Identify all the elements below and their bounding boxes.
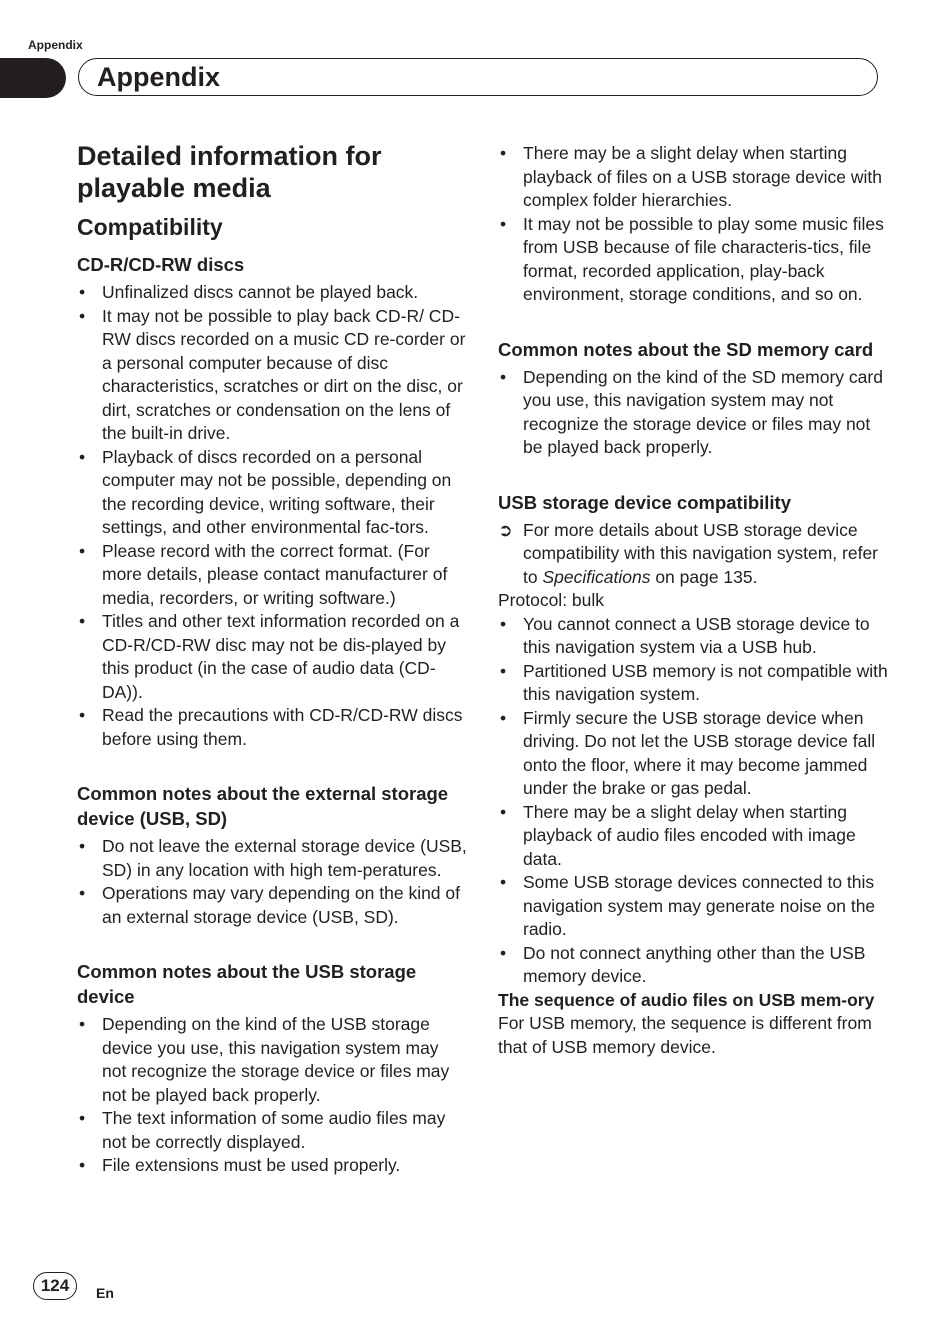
list-item: • It may not be possible to play some music files from USB because of file characteris-tics, file format, recorded application, play-back environment, storage conditions, and so on. <box>498 213 888 307</box>
list-item: • Playback of discs recorded on a personal computer may not be possible, depending on the recording device, writing software, their settings, and other environmental fac-tors. <box>77 446 467 540</box>
sd-card-list <box>498 366 888 460</box>
chapter-tab-marker <box>0 58 66 98</box>
chapter-title: Appendix <box>97 62 221 92</box>
heading-sd-card: Common notes about the SD memory card <box>498 338 874 360</box>
list-item: • Firmly secure the USB storage device when driving. Do not let the USB storage device fall onto the floor, where it may become jammed under the brake or gas pedal. <box>498 707 888 801</box>
list-item: • There may be a slight delay when starting playback of audio files encoded with image data. <box>498 801 888 872</box>
sequence-text: For USB memory, the sequence is different from that of USB memory device. <box>498 1013 872 1057</box>
sequence-heading: The sequence of audio files on USB mem-ory <box>498 989 875 1010</box>
external-storage-list <box>77 835 467 929</box>
list-item: • The text information of some audio files may not be correctly displayed. <box>77 1107 467 1154</box>
right-column <box>498 142 888 1059</box>
protocol-text: Protocol: bulk <box>498 590 605 610</box>
arrow-icon: ➲ <box>498 519 513 540</box>
cross-reference-text: For more details about USB storage device compatibility with this navigation system, refer to <box>523 519 878 587</box>
heading-cd-discs: CD-R/CD-RW discs <box>77 254 245 275</box>
cross-reference-page: on page 135. <box>650 566 758 587</box>
list-item: • File extensions must be used properly. <box>77 1154 467 1178</box>
running-header: Appendix <box>28 38 83 52</box>
cross-reference-note <box>498 519 888 590</box>
heading-external-storage: Common notes about the external storage device (USB, SD) <box>77 783 449 829</box>
chapter-header-bar <box>78 58 878 96</box>
list-item: • Unfinalized discs cannot be played back. <box>77 281 467 305</box>
language-label: En <box>96 1285 114 1301</box>
list-item: • Read the precautions with CD-R/CD-RW discs before using them. <box>77 704 467 751</box>
list-item: • Partitioned USB memory is not compatible with this navigation system. <box>498 660 888 707</box>
page-number: 124 <box>33 1272 77 1300</box>
list-item: • Do not connect anything other than the USB memory device. <box>498 942 888 989</box>
list-item: • Some USB storage devices connected to this navigation system may generate noise on the radio. <box>498 871 888 942</box>
left-column <box>77 140 467 1178</box>
page-title: Detailed information for playable media <box>77 141 382 203</box>
cd-discs-list <box>77 281 467 751</box>
section-title-compatibility: Compatibility <box>77 214 223 240</box>
list-item: • It may not be possible to play back CD-R/ CD-RW discs recorded on a music CD re-corder or a personal computer because of disc characteristics, scratches or dirt on the disc, or dirt, scratches or condensation on the lens of the built-in drive. <box>77 305 467 446</box>
usb-continued-list <box>498 142 888 307</box>
list-item: • Operations may vary depending on the kind of an external storage device (USB, SD). <box>77 882 467 929</box>
list-item: • Titles and other text information recorded on a CD-R/CD-RW disc may not be dis-played by this product (in the case of audio data (CD-DA)). <box>77 610 467 704</box>
list-item: • You cannot connect a USB storage device to this navigation system via a USB hub. <box>498 613 888 660</box>
heading-usb-compatibility: USB storage device compatibility <box>498 491 792 513</box>
list-item: • Depending on the kind of the SD memory card you use, this navigation system may not recognize the storage device or files may not be played back properly. <box>498 366 888 460</box>
usb-compat-list <box>498 613 888 989</box>
list-item: • Please record with the correct format. (For more details, please contact manufacturer of media, recorders, or writing software.) <box>77 540 467 611</box>
list-item: • Depending on the kind of the USB storage device you use, this navigation system may not recognize the storage device or files may not be played back properly. <box>77 1013 467 1107</box>
usb-storage-list <box>77 1013 467 1178</box>
list-item: • There may be a slight delay when starting playback of files on a USB storage device with complex folder hierarchies. <box>498 142 888 213</box>
specifications-link[interactable]: Specifications <box>542 566 651 587</box>
heading-usb-storage: Common notes about the USB storage device <box>77 961 417 1007</box>
list-item: • Do not leave the external storage device (USB, SD) in any location with high tem-peratures. <box>77 835 467 882</box>
